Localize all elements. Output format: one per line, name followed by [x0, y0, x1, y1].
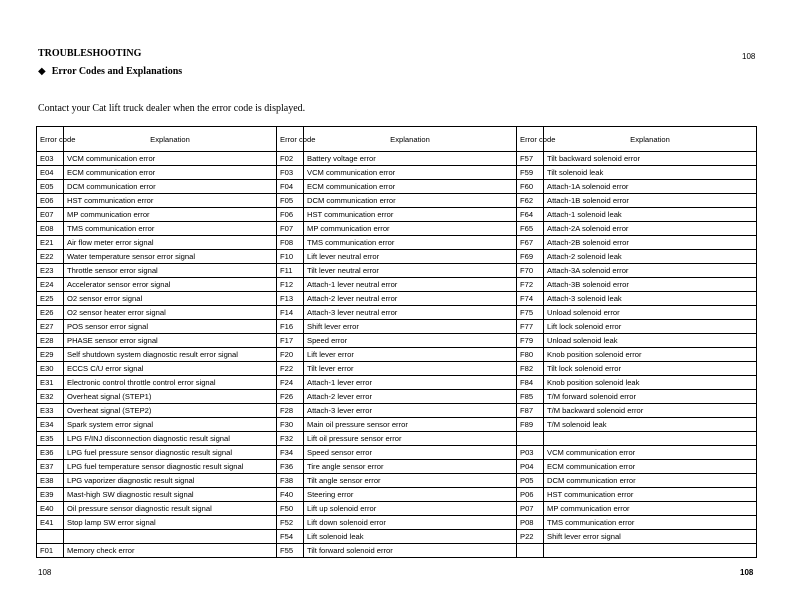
table-row	[37, 278, 757, 292]
error-code-cell: F03	[277, 166, 304, 180]
explanation-cell: Attach-1A solenoid error	[544, 180, 757, 194]
error-code-cell: P07	[517, 502, 544, 516]
explanation-cell: Spark system error signal	[64, 418, 277, 432]
explanation-cell: Stop lamp SW error signal	[64, 516, 277, 530]
explanation-cell: Tilt solenoid leak	[544, 166, 757, 180]
error-code-cell: P08	[517, 516, 544, 530]
explanation-cell: Attach-1 lever error	[304, 376, 517, 390]
intro-text: Contact your Cat lift truck dealer when the error code is displayed.	[38, 103, 306, 114]
explanation-cell: Memory check error	[64, 544, 277, 558]
header-explanation: Explanation	[544, 127, 757, 152]
table-row	[37, 446, 757, 460]
explanation-cell: MP communication error	[544, 502, 757, 516]
error-code-cell: E30	[37, 362, 64, 376]
error-code-cell: F06	[277, 208, 304, 222]
explanation-cell: Tilt angle sensor error	[304, 474, 517, 488]
table-row	[37, 292, 757, 306]
error-code-cell: F13	[277, 292, 304, 306]
explanation-cell: ECCS C/U error signal	[64, 362, 277, 376]
error-code-cell: E39	[37, 488, 64, 502]
explanation-cell: Attach-3 lever error	[304, 404, 517, 418]
explanation-cell: Lift down solenoid error	[304, 516, 517, 530]
table-row	[37, 348, 757, 362]
table-row	[37, 404, 757, 418]
explanation-cell: ECM communication error	[64, 166, 277, 180]
explanation-cell: Shift lever error	[304, 320, 517, 334]
explanation-cell: Knob position solenoid error	[544, 348, 757, 362]
explanation-cell: Mast-high SW diagnostic result signal	[64, 488, 277, 502]
explanation-cell: VCM communication error	[544, 446, 757, 460]
error-code-cell: E06	[37, 194, 64, 208]
error-code-cell: F84	[517, 376, 544, 390]
error-code-cell: F67	[517, 236, 544, 250]
error-code-cell: F69	[517, 250, 544, 264]
error-code-cell: F87	[517, 404, 544, 418]
error-code-cell: E07	[37, 208, 64, 222]
error-code-cell: P22	[517, 530, 544, 544]
explanation-cell: LPG F/INJ disconnection diagnostic result signal	[64, 432, 277, 446]
explanation-cell: Attach-3A solenoid error	[544, 264, 757, 278]
explanation-cell: Self shutdown system diagnostic result error signal	[64, 348, 277, 362]
error-code-cell: P03	[517, 446, 544, 460]
error-code-cell	[517, 544, 544, 558]
explanation-cell: Attach-1 lever neutral error	[304, 278, 517, 292]
table-row	[37, 320, 757, 334]
error-code-cell: E25	[37, 292, 64, 306]
table-row	[37, 264, 757, 278]
explanation-cell: Tilt lever neutral error	[304, 264, 517, 278]
explanation-cell: Attach-3 solenoid leak	[544, 292, 757, 306]
table-row	[37, 390, 757, 404]
footer-page-number-right: 108	[740, 568, 754, 577]
page-number-top: 108	[742, 52, 756, 61]
error-code-cell: P05	[517, 474, 544, 488]
error-code-cell: E04	[37, 166, 64, 180]
error-code-cell: F62	[517, 194, 544, 208]
explanation-cell: Attach-2 lever error	[304, 390, 517, 404]
explanation-cell: HST communication error	[544, 488, 757, 502]
explanation-cell: Attach-2A solenoid error	[544, 222, 757, 236]
error-code-cell: F14	[277, 306, 304, 320]
error-code-cell: F65	[517, 222, 544, 236]
table-header-row	[37, 127, 757, 152]
error-code-cell	[37, 530, 64, 544]
explanation-cell: T/M solenoid leak	[544, 418, 757, 432]
header-explanation: Explanation	[304, 127, 517, 152]
explanation-cell: Lift oil pressure sensor error	[304, 432, 517, 446]
error-code-cell: F20	[277, 348, 304, 362]
table-row	[37, 516, 757, 530]
explanation-cell: Unload solenoid leak	[544, 334, 757, 348]
error-code-cell: E24	[37, 278, 64, 292]
error-code-cell: F54	[277, 530, 304, 544]
error-code-cell: F82	[517, 362, 544, 376]
error-code-cell: E08	[37, 222, 64, 236]
table-row	[37, 222, 757, 236]
explanation-cell: O2 sensor error signal	[64, 292, 277, 306]
explanation-cell: T/M backward solenoid error	[544, 404, 757, 418]
table-row	[37, 334, 757, 348]
subtitle	[38, 66, 182, 77]
explanation-cell: O2 sensor heater error signal	[64, 306, 277, 320]
table-row	[37, 460, 757, 474]
explanation-cell: PHASE sensor error signal	[64, 334, 277, 348]
explanation-cell: Tilt lever error	[304, 362, 517, 376]
explanation-cell: Oil pressure sensor diagnostic result signal	[64, 502, 277, 516]
error-code-cell: F85	[517, 390, 544, 404]
explanation-cell: Speed error	[304, 334, 517, 348]
explanation-cell: ECM communication error	[304, 180, 517, 194]
explanation-cell: Knob position solenoid leak	[544, 376, 757, 390]
table-row	[37, 544, 757, 558]
error-code-cell: F07	[277, 222, 304, 236]
table-row	[37, 474, 757, 488]
explanation-cell: Attach-1 solenoid leak	[544, 208, 757, 222]
table-row	[37, 152, 757, 166]
error-code-cell: E21	[37, 236, 64, 250]
error-code-cell	[517, 432, 544, 446]
error-code-cell: E31	[37, 376, 64, 390]
error-code-cell: F64	[517, 208, 544, 222]
error-code-cell: F89	[517, 418, 544, 432]
explanation-cell: Attach-3 lever neutral error	[304, 306, 517, 320]
table-row	[37, 236, 757, 250]
error-code-cell: F08	[277, 236, 304, 250]
explanation-cell: HST communication error	[64, 194, 277, 208]
explanation-cell: Attach-2 lever neutral error	[304, 292, 517, 306]
table-row	[37, 502, 757, 516]
error-code-cell: E41	[37, 516, 64, 530]
error-code-cell: E23	[37, 264, 64, 278]
error-code-cell: F57	[517, 152, 544, 166]
error-code-cell: E28	[37, 334, 64, 348]
explanation-cell: Tilt lock solenoid error	[544, 362, 757, 376]
error-code-cell: F79	[517, 334, 544, 348]
error-code-cell: P04	[517, 460, 544, 474]
error-code-cell: E36	[37, 446, 64, 460]
table-row	[37, 376, 757, 390]
table-row	[37, 208, 757, 222]
error-code-cell: F12	[277, 278, 304, 292]
error-code-cell: F10	[277, 250, 304, 264]
error-code-cell: E27	[37, 320, 64, 334]
error-code-cell: E22	[37, 250, 64, 264]
explanation-cell	[544, 544, 757, 558]
table-row	[37, 306, 757, 320]
explanation-cell: VCM communication error	[304, 166, 517, 180]
explanation-cell: Speed sensor error	[304, 446, 517, 460]
explanation-cell: Unload solenoid error	[544, 306, 757, 320]
explanation-cell: Tilt forward solenoid error	[304, 544, 517, 558]
error-code-cell: F55	[277, 544, 304, 558]
explanation-cell: ECM communication error	[544, 460, 757, 474]
error-code-cell: E26	[37, 306, 64, 320]
error-code-cell: F38	[277, 474, 304, 488]
explanation-cell: Lift solenoid leak	[304, 530, 517, 544]
explanation-cell: Attach-2B solenoid error	[544, 236, 757, 250]
explanation-cell: Air flow meter error signal	[64, 236, 277, 250]
explanation-cell: TMS communication error	[544, 516, 757, 530]
error-code-cell: E35	[37, 432, 64, 446]
explanation-cell: Lift up solenoid error	[304, 502, 517, 516]
subtitle-text: Error Codes and Explanations	[51, 66, 183, 77]
diamond-bullet-icon: ◆	[38, 66, 46, 77]
error-code-cell: F26	[277, 390, 304, 404]
error-code-cell: F70	[517, 264, 544, 278]
error-code-cell: E37	[37, 460, 64, 474]
error-code-cell: F16	[277, 320, 304, 334]
error-code-cell: F75	[517, 306, 544, 320]
error-code-cell: F17	[277, 334, 304, 348]
table-row	[37, 432, 757, 446]
explanation-cell: TMS communication error	[64, 222, 277, 236]
error-code-table	[36, 126, 757, 558]
explanation-cell: Throttle sensor error signal	[64, 264, 277, 278]
explanation-cell: T/M forward solenoid error	[544, 390, 757, 404]
explanation-cell: DCM communication error	[304, 194, 517, 208]
explanation-cell: MP communication error	[64, 208, 277, 222]
explanation-cell: TMS communication error	[304, 236, 517, 250]
error-code-cell: F24	[277, 376, 304, 390]
error-code-cell: F22	[277, 362, 304, 376]
error-code-cell: F11	[277, 264, 304, 278]
explanation-cell: Steering error	[304, 488, 517, 502]
error-code-cell: F05	[277, 194, 304, 208]
section-title: TROUBLESHOOTING	[38, 48, 142, 59]
error-code-cell: F36	[277, 460, 304, 474]
error-code-cell: E32	[37, 390, 64, 404]
error-code-cell: E38	[37, 474, 64, 488]
explanation-cell: POS sensor error signal	[64, 320, 277, 334]
table-row	[37, 166, 757, 180]
table-row	[37, 180, 757, 194]
explanation-cell	[64, 530, 277, 544]
header-error-code: Error code	[517, 127, 544, 152]
table-row	[37, 488, 757, 502]
explanation-cell: LPG vaporizer diagnostic result signal	[64, 474, 277, 488]
explanation-cell: Main oil pressure sensor error	[304, 418, 517, 432]
explanation-cell: Attach-1B solenoid error	[544, 194, 757, 208]
error-code-cell: F52	[277, 516, 304, 530]
error-code-cell: F74	[517, 292, 544, 306]
explanation-cell: HST communication error	[304, 208, 517, 222]
error-code-cell: E05	[37, 180, 64, 194]
error-code-cell: F80	[517, 348, 544, 362]
explanation-cell: Lift lever neutral error	[304, 250, 517, 264]
error-code-cell: F32	[277, 432, 304, 446]
error-code-cell: F59	[517, 166, 544, 180]
table-row	[37, 418, 757, 432]
error-code-cell: F34	[277, 446, 304, 460]
explanation-cell: LPG fuel temperature sensor diagnostic result signal	[64, 460, 277, 474]
table-row	[37, 194, 757, 208]
error-code-cell: F72	[517, 278, 544, 292]
explanation-cell: Water temperature sensor error signal	[64, 250, 277, 264]
table-row	[37, 362, 757, 376]
explanation-cell: Lift lever error	[304, 348, 517, 362]
explanation-cell: Lift lock solenoid error	[544, 320, 757, 334]
explanation-cell: Battery voltage error	[304, 152, 517, 166]
error-code-cell: F50	[277, 502, 304, 516]
error-code-cell: F01	[37, 544, 64, 558]
error-code-cell: E03	[37, 152, 64, 166]
footer-page-number-left: 108	[38, 568, 52, 577]
error-code-cell: P06	[517, 488, 544, 502]
explanation-cell: VCM communication error	[64, 152, 277, 166]
explanation-cell: Shift lever error signal	[544, 530, 757, 544]
error-code-cell: E29	[37, 348, 64, 362]
explanation-cell: MP communication error	[304, 222, 517, 236]
header-explanation: Explanation	[64, 127, 277, 152]
explanation-cell: Attach-3B solenoid error	[544, 278, 757, 292]
error-code-cell: F30	[277, 418, 304, 432]
error-code-cell: F77	[517, 320, 544, 334]
explanation-cell: Tire angle sensor error	[304, 460, 517, 474]
explanation-cell: Accelerator sensor error signal	[64, 278, 277, 292]
table-row	[37, 530, 757, 544]
table-row	[37, 250, 757, 264]
explanation-cell: Electronic control throttle control error signal	[64, 376, 277, 390]
error-code-cell: F40	[277, 488, 304, 502]
header-error-code: Error code	[277, 127, 304, 152]
error-code-cell: F02	[277, 152, 304, 166]
explanation-cell: Attach-2 solenoid leak	[544, 250, 757, 264]
error-code-cell: E40	[37, 502, 64, 516]
error-code-cell: E33	[37, 404, 64, 418]
error-code-cell: F60	[517, 180, 544, 194]
error-code-cell: E34	[37, 418, 64, 432]
error-code-cell: F04	[277, 180, 304, 194]
explanation-cell: LPG fuel pressure sensor diagnostic result signal	[64, 446, 277, 460]
explanation-cell: Overheat signal (STEP1)	[64, 390, 277, 404]
explanation-cell: DCM communication error	[64, 180, 277, 194]
explanation-cell: Tilt backward solenoid error	[544, 152, 757, 166]
header-error-code: Error code	[37, 127, 64, 152]
error-code-cell: F28	[277, 404, 304, 418]
explanation-cell	[544, 432, 757, 446]
explanation-cell: DCM communication error	[544, 474, 757, 488]
explanation-cell: Overheat signal (STEP2)	[64, 404, 277, 418]
